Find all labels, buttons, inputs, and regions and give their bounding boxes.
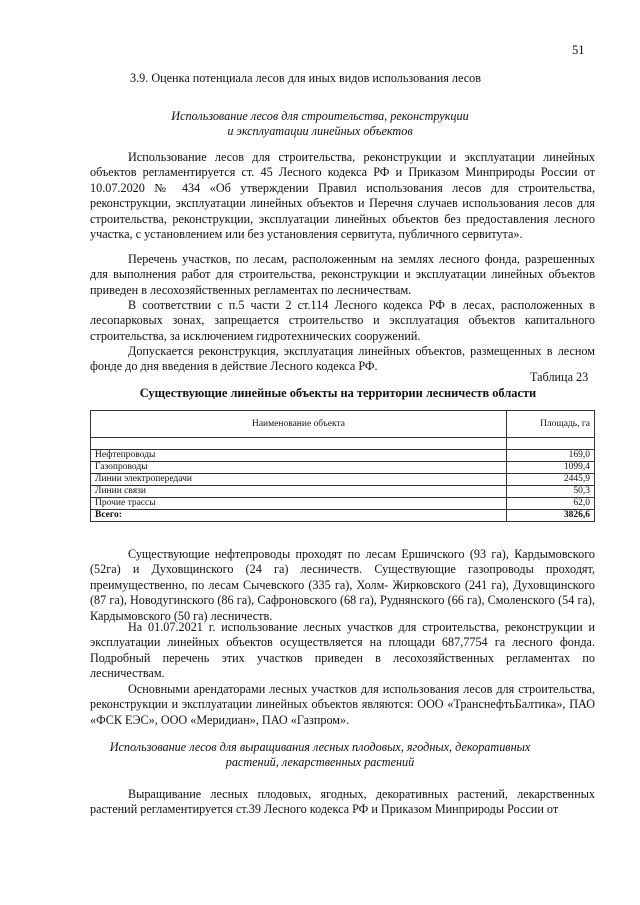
object-name: Нефтепроводы	[91, 450, 507, 462]
paragraph: Основными арендаторами лесных участков для использования лесов для строительства, реконструкции и эксплуатации линейных объектов являются: ООО «ТранснефтьБалтика», ПАО «ФСК ЕЭС», ООО «Меридиан», ПАО «Газпром».	[90, 682, 595, 727]
header-object-name: Наименование объекта	[91, 411, 507, 438]
object-name: Прочие трассы	[91, 498, 507, 510]
paragraph: На 01.07.2021 г. использование лесных участков для строительства, реконструкции и эксплуатации линейных объектов осуществляется на площади 687,7754 га лесного фонда. Подробный перечень этих участков приведен в лесохозяйственных регламентах по лесничествам.	[90, 620, 595, 681]
section-title: 3.9. Оценка потенциала лесов для иных видов использования лесов	[130, 71, 481, 85]
table-row	[91, 462, 595, 474]
paragraph: Существующие нефтепроводы проходят по лесам Ершичского (93 га), Кардымовского (52га) и Духовщинского (24 га) лесничеств. Существующие газопроводы проходят, преимущественно, по лесам Сычевского (335 га), Холм- Жирковского (241 га), Духовщинского (87 га), Новодугинского (86 га), Сафроновского (68 га), Руднянского (66 га), Смоленского (54 га), Кардымовского (50 га) лесничеств.	[90, 547, 595, 623]
paragraph: В соответствии с п.5 части 2 ст.114 Лесного кодекса РФ в лесах, расположенных в лесопарковых зонах, запрещается строительство и эксплуатация объектов капитального строительства, за исключением гидротехнических сооружений.	[90, 298, 595, 343]
object-area: 2445,9	[507, 474, 595, 486]
object-area: 62,0	[507, 498, 595, 510]
table-row	[91, 474, 595, 486]
subsection-title-line-2: и эксплуатации линейных объектов	[227, 124, 413, 138]
object-name: Линии электропередачи	[91, 474, 507, 486]
paragraph: Выращивание лесных плодовых, ягодных, декоративных растений, лекарственных растений регламентируется ст.39 Лесного кодекса РФ и Приказом Минприроды России от	[90, 787, 595, 817]
total-label: Всего:	[91, 510, 507, 522]
paragraph: Использование лесов для строительства, реконструкции и эксплуатации линейных объектов регламентируется ст. 45 Лесного кодекса РФ и Приказом Минприроды России от 10.07.2020 № 434 «Об утверждении Правил использования лесов для строительства, реконструкции, эксплуатации линейных объектов и Перечня случаев использования лесов для строительства, реконструкции, эксплуатации линейных объектов без предоставления лесного участка, с установлением или без установления сервитута, публичного сервитута».	[90, 150, 595, 242]
subsection-title-line-1: Использование лесов для строительства, реконструкции	[171, 109, 469, 123]
object-area: 50,3	[507, 486, 595, 498]
table-title: Существующие линейные объекты на территории лесничеств области	[139, 386, 537, 400]
paragraph: Перечень участков, по лесам, расположенным на землях лесного фонда, разрешенных для выполнения работ для строительства, реконструкции и эксплуатации линейных объектов приведен в лесохозяйственных регламентах по лесничествам.	[90, 252, 595, 297]
object-name: Газопроводы	[91, 462, 507, 474]
table-caption: Таблица 23	[530, 370, 589, 384]
table-cell	[91, 438, 507, 450]
table-header-row	[91, 411, 595, 438]
header-area: Площадь, га	[507, 411, 595, 438]
object-area: 1099,4	[507, 462, 595, 474]
table-row	[91, 450, 595, 462]
linear-objects-table	[90, 410, 595, 522]
total-area: 3826,6	[507, 510, 595, 522]
table-cell	[507, 438, 595, 450]
paragraph: Допускается реконструкция, эксплуатация линейных объектов, размещенных в лесном фонде до дня введения в действие Лесного кодекса РФ.	[90, 344, 595, 374]
object-area: 169,0	[507, 450, 595, 462]
table-row	[91, 498, 595, 510]
table-total-row	[91, 510, 595, 522]
subsection-title-line-2: растений, лекарственных растений	[225, 755, 415, 769]
subsection-title-line-1: Использование лесов для выращивания лесных плодовых, ягодных, декоративных	[109, 740, 531, 754]
page-number: 51	[572, 43, 585, 57]
table-row	[91, 486, 595, 498]
object-name: Линии связи	[91, 486, 507, 498]
table-empty-row	[91, 438, 595, 450]
